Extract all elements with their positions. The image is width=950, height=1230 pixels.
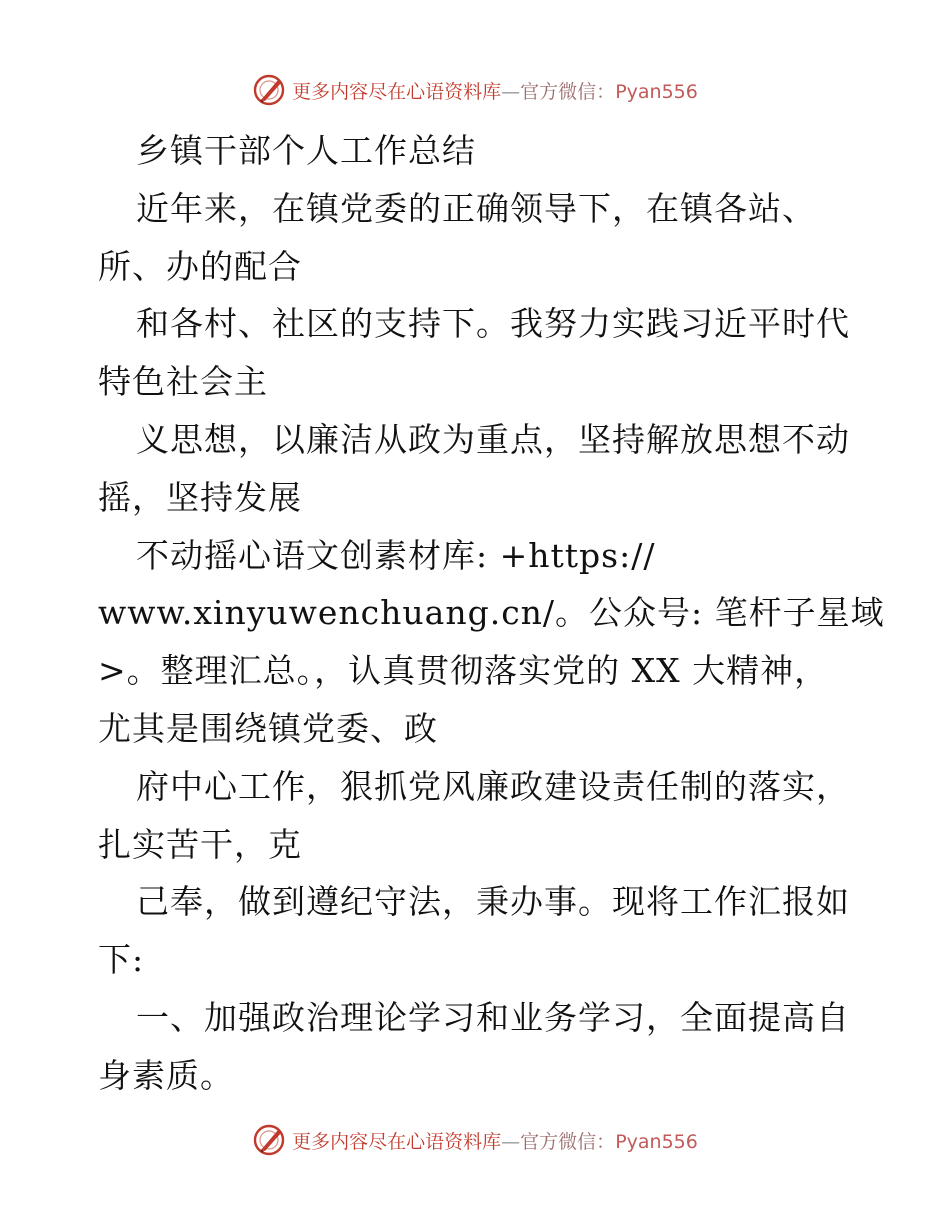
footer-banner-wechat-label: 官方微信： <box>520 1130 616 1153</box>
document-body <box>98 122 898 1105</box>
document-line: 扎实苦干，克 <box>98 824 302 864</box>
document-line: 府中心工作，狠抓党风廉政建设责任制的落实， <box>136 766 850 806</box>
document-line: 义思想，以廉洁从政为重点，坚持解放思想不动 <box>136 419 850 459</box>
document-line: 特色社会主 <box>98 362 268 402</box>
quill-logo-icon <box>252 73 286 107</box>
document-title: 乡镇干部个人工作总结 <box>136 131 476 170</box>
section-heading: 一、加强政治理论学习和业务学习，全面提高自 <box>136 997 850 1037</box>
document-line: 和各村、社区的支持下。我努力实践习近平时代 <box>136 304 850 344</box>
document-line: www.xinyuwenchuang.cn/。公众号: 笔杆子星域 <box>98 593 885 633</box>
document-line: >。整理汇总。，认真贯彻落实党的 XX 大精神， <box>98 651 829 691</box>
footer-banner-content <box>252 1123 698 1157</box>
document-line: 下: <box>98 940 145 980</box>
footer-banner-dash: — <box>501 1130 521 1153</box>
document-line: 不动摇心语文创素材库: +https:// <box>136 535 656 575</box>
document-line: 所、办的配合 <box>98 246 302 286</box>
header-banner-content <box>252 73 698 107</box>
footer-banner-text <box>292 1127 698 1154</box>
header-banner-wechat-id: Pyan556 <box>615 80 698 103</box>
footer-banner-main-text: 更多内容尽在心语资料库 <box>292 1130 502 1153</box>
document-line: 尤其是围绕镇党委、政 <box>98 708 438 748</box>
document-line: 近年来，在镇党委的正确领导下，在镇各站、 <box>136 188 816 228</box>
header-banner-wechat-label: 官方微信： <box>520 80 616 103</box>
header-banner-dash: — <box>501 80 521 103</box>
header-banner-main-text: 更多内容尽在心语资料库 <box>292 80 502 103</box>
header-banner <box>0 70 950 110</box>
footer-banner <box>0 1120 950 1160</box>
footer-banner-wechat-id: Pyan556 <box>615 1130 698 1153</box>
document-line: 摇，坚持发展 <box>98 477 302 517</box>
document-line: 身素质。 <box>98 1055 234 1095</box>
header-banner-text <box>292 77 698 104</box>
document-line: 己奉，做到遵纪守法，秉办事。现将工作汇报如 <box>136 882 850 922</box>
quill-logo-icon <box>252 1123 286 1157</box>
